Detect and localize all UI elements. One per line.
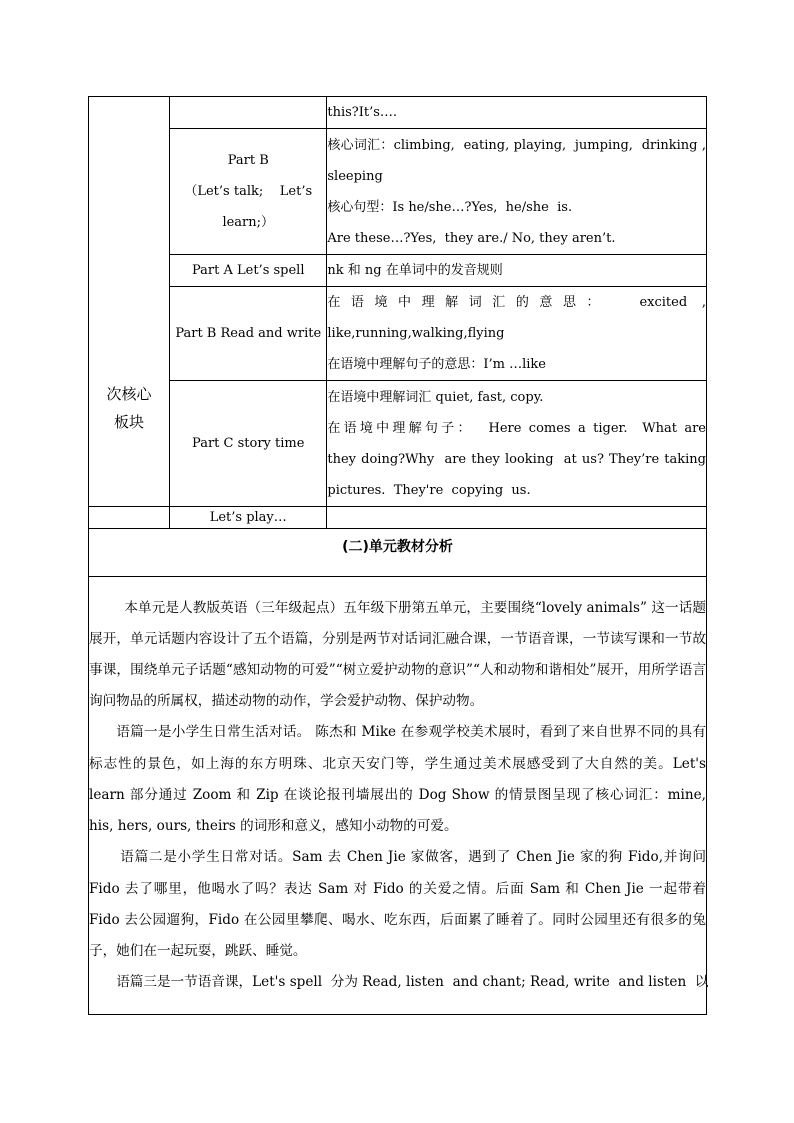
content-cell (327, 381, 707, 507)
part-cell (170, 255, 327, 287)
content-line: 核心词汇：climbing, eating, playing, jumping, drinking , (327, 137, 706, 153)
section-title: (二)单元教材分析 (342, 539, 453, 555)
table-row (89, 287, 707, 381)
category-cell (89, 507, 170, 529)
part-label: learn;） (222, 215, 275, 230)
analysis-paragraph: 语篇一是小学生日常生活对话。 陈杰和 Mike 在参观学校美术展时，看到了来自世界不同的具有标志性的景色，如上海的东方明珠、北京天安门等，学生通过美术展感受到了大自然的美。Let's learn 部分通过 Zoom 和 Zip 在谈论报刊墙展出的 Dog Show 的情景图呈现了核心词汇：mine, his, hers, ours, theirs 的词形和意义，感知小动物的可爱。 (89, 724, 706, 835)
unit-analysis-table (88, 96, 707, 1015)
category-line: 板块 (113, 413, 144, 431)
part-label: Let’s play… (209, 509, 287, 525)
content-cell (327, 129, 707, 255)
part-label: （Let’s talk; Let’s (184, 184, 313, 199)
content-cell (327, 287, 707, 381)
content-text: this?It’s…. (327, 105, 398, 120)
part-label: Part A Let’s spell (192, 263, 305, 278)
part-cell-empty (170, 97, 327, 129)
analysis-paragraph: 语篇二是小学生日常对话。Sam 去 Chen Jie 家做客，遇到了 Chen Jie 家的狗 Fido,并询问 Fido 去了哪里，他喝水了吗？表达 Sam 对 Fido 的关爱之情。后面 Sam 和 Chen Jie 一起带着 Fido 去公园遛狗，Fido 在公园里攀爬、喝水、吃东西，后面累了睡着了。同时公园里还有很多的兔子，她们在一起玩耍，跳跃、睡觉。 (89, 849, 706, 959)
content-line: Are these…?Yes, they are./ No, they aren’t. (327, 230, 616, 246)
part-label: Part C story time (192, 436, 305, 451)
part-label: Part B Read and write (175, 326, 322, 341)
part-cell (170, 381, 327, 507)
content-line: they doing?Why are they looking at us? They’re taking (327, 451, 706, 467)
content-cell (327, 97, 707, 129)
content-line: 核心句型：Is he/she…?Yes, he/she is. (327, 199, 573, 215)
part-label: Part B (227, 153, 269, 168)
table-row (89, 129, 707, 255)
part-cell (170, 287, 327, 381)
content-line: pictures. They're copying us. (327, 482, 531, 498)
table-row (89, 507, 707, 529)
table-row (89, 577, 707, 1015)
content-line: 在语境中理解句子： Here comes a tiger. What are (327, 420, 706, 436)
table-row (89, 381, 707, 507)
category-cell-core (89, 97, 170, 507)
section-title-cell (89, 529, 707, 577)
content-text: nk 和 ng 在单词中的发音规则 (327, 263, 503, 278)
content-line: like,running,walking,flying (327, 326, 505, 341)
part-cell (170, 129, 327, 255)
table-row (89, 97, 707, 129)
analysis-cell (89, 577, 707, 1015)
content-line: 在语境中理解句子的意思：I’m …like (327, 357, 546, 372)
analysis-paragraph: 本单元是人教版英语（三年级起点）五年级下册第五单元，主要围绕“lovely animals” 这一话题展开，单元话题内容设计了五个语篇，分别是两节对话词汇融合课，一节语音课，一节读写课和一节故事课，围绕单元子话题“感知动物的可爱”“树立爱护动物的意识”“人和动物和谐相处”展开，用所学语言询问物品的所属权，描述动物的动作，学会爱护动物、保护动物。 (89, 599, 706, 710)
content-cell (327, 255, 707, 287)
part-cell (170, 507, 327, 529)
table-row (89, 529, 707, 577)
content-cell (327, 507, 707, 529)
category-label (88, 380, 170, 436)
analysis-paragraph: 语篇三是一节语音课，Let's spell 分为 Read, listen and chant; Read, write and listen 以 (116, 974, 709, 991)
content-line: 在语境中理解词汇的意思： excited , (327, 295, 706, 310)
content-line: 在语境中理解词汇 quiet, fast, copy. (327, 389, 544, 405)
table-row (89, 255, 707, 287)
category-line: 次核心 (106, 385, 152, 403)
content-line: sleeping (327, 168, 383, 184)
